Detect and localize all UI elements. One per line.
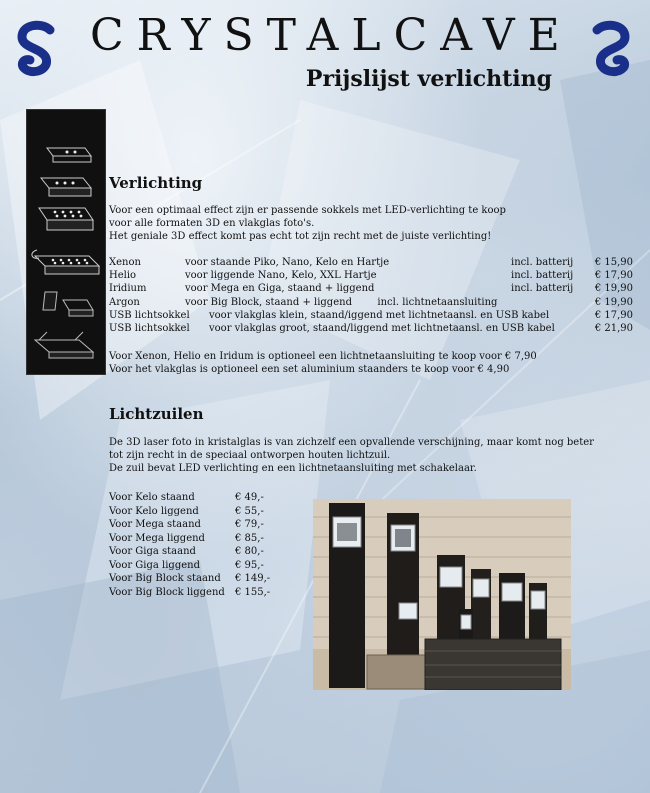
zuil-price: € 49,-	[235, 492, 264, 503]
table-row	[109, 282, 633, 295]
lichtzuilen-intro	[109, 436, 594, 475]
product-image-strip	[26, 109, 106, 375]
intro-line: De 3D laser foto in kristalglas is van zichzelf een opvallende verschijning, maar komt nog beter	[109, 437, 594, 448]
lichtzuilen-price-table	[109, 491, 283, 599]
crystalcave-logo-icon	[12, 20, 62, 80]
product-desc: voor Big Block, staand + liggend incl. lichtnetaansluiting	[185, 296, 498, 308]
product-name: Iridium	[109, 283, 147, 295]
product-name: Xenon	[109, 257, 141, 268]
table-row	[109, 532, 283, 546]
zuil-price: € 55,-	[235, 505, 264, 517]
zuil-name: Voor Mega staand	[109, 519, 201, 530]
brand-title: CRYSTALCAVE	[90, 10, 573, 61]
zuil-name: Voor Giga liggend	[109, 559, 200, 571]
product-desc: voor vlakglas groot, staand/liggend met lichtnetaansl. en USB kabel	[209, 323, 555, 335]
product-price: € 19,90	[594, 283, 633, 295]
product-desc: voor liggende Nano, Kelo, XXL Hartje	[185, 270, 377, 282]
lichtzuilen-photo	[313, 499, 571, 690]
section-heading-verlichting: Verlichting	[109, 174, 203, 192]
zuil-name: Voor Kelo liggend	[109, 505, 199, 517]
product-desc: voor staande Piko, Nano, Kelo en Hartje	[185, 257, 390, 268]
argon-base-icon	[27, 242, 105, 282]
zuil-name: Voor Giga staand	[109, 546, 196, 557]
table-row	[109, 559, 283, 573]
iridium-base-icon	[27, 202, 105, 242]
verlichting-price-table	[109, 256, 633, 335]
product-price: € 17,90	[594, 309, 633, 321]
table-row	[109, 309, 633, 322]
note-line: Voor het vlakglas is optioneel een set aluminium staanders te koop voor € 4,90	[109, 364, 510, 375]
zuil-price: € 155,-	[235, 586, 271, 598]
product-name: USB lichtsokkel	[109, 309, 190, 321]
zuil-name: Voor Kelo staand	[109, 492, 195, 503]
zuil-price: € 149,-	[235, 573, 271, 584]
zuil-name: Voor Big Block liggend	[109, 586, 225, 598]
product-name: Helio	[109, 270, 137, 282]
table-row	[109, 505, 283, 519]
product-desc: voor Mega en Giga, staand + liggend	[185, 283, 375, 295]
product-name: USB lichtsokkel	[109, 323, 190, 335]
product-extra: incl. batterij	[511, 270, 574, 282]
usb-large-base-icon	[27, 326, 105, 370]
light-columns-picture	[313, 499, 571, 690]
table-row	[109, 572, 283, 586]
zuil-name: Voor Mega liggend	[109, 532, 205, 544]
product-price: € 21,90	[594, 323, 633, 335]
table-row	[109, 518, 283, 532]
product-desc: voor vlakglas klein, staand/iggend met lichtnetaansl. en USB kabel	[209, 309, 550, 321]
zuil-name: Voor Big Block staand	[109, 573, 221, 584]
intro-line: De zuil bevat LED verlichting en een lichtnetaansluiting met schakelaar.	[109, 463, 477, 474]
table-row	[109, 296, 633, 309]
table-row	[109, 322, 633, 335]
table-row	[109, 491, 283, 505]
verlichting-intro	[109, 204, 506, 243]
table-row	[109, 256, 633, 269]
product-price: € 15,90	[594, 257, 633, 268]
intro-line: voor alle formaten 3D en vlakglas foto's.	[109, 218, 315, 229]
table-row	[109, 545, 283, 559]
note-line: Voor Xenon, Helio en Iridum is optioneel een lichtnetaansluiting te koop voor € 7,90	[109, 351, 537, 362]
intro-line: Het geniale 3D effect komt pas echt tot zijn recht met de juiste verlichting!	[109, 231, 492, 242]
zuil-price: € 95,-	[235, 559, 264, 571]
product-name: Argon	[109, 296, 140, 308]
intro-line: Voor een optimaal effect zijn er passende sokkels met LED-verlichting te koop	[109, 205, 506, 216]
xenon-base-icon	[27, 132, 105, 172]
product-price: € 19,90	[594, 296, 633, 308]
verlichting-notes	[109, 350, 537, 376]
page-title: Prijslijst verlichting	[305, 66, 552, 92]
intro-line: tot zijn recht in de speciaal ontworpen houten lichtzuil.	[109, 450, 391, 461]
zuil-price: € 79,-	[235, 519, 264, 530]
product-extra: incl. batterij	[511, 257, 574, 268]
crystalcave-logo-icon	[585, 20, 635, 80]
zuil-price: € 85,-	[235, 532, 264, 544]
zuil-price: € 80,-	[235, 546, 264, 557]
table-row	[109, 269, 633, 282]
product-extra: incl. batterij	[511, 283, 574, 295]
usb-small-base-icon	[27, 284, 105, 324]
product-price: € 17,90	[594, 270, 633, 282]
section-heading-lichtzuilen: Lichtzuilen	[109, 405, 204, 423]
table-row	[109, 586, 283, 600]
